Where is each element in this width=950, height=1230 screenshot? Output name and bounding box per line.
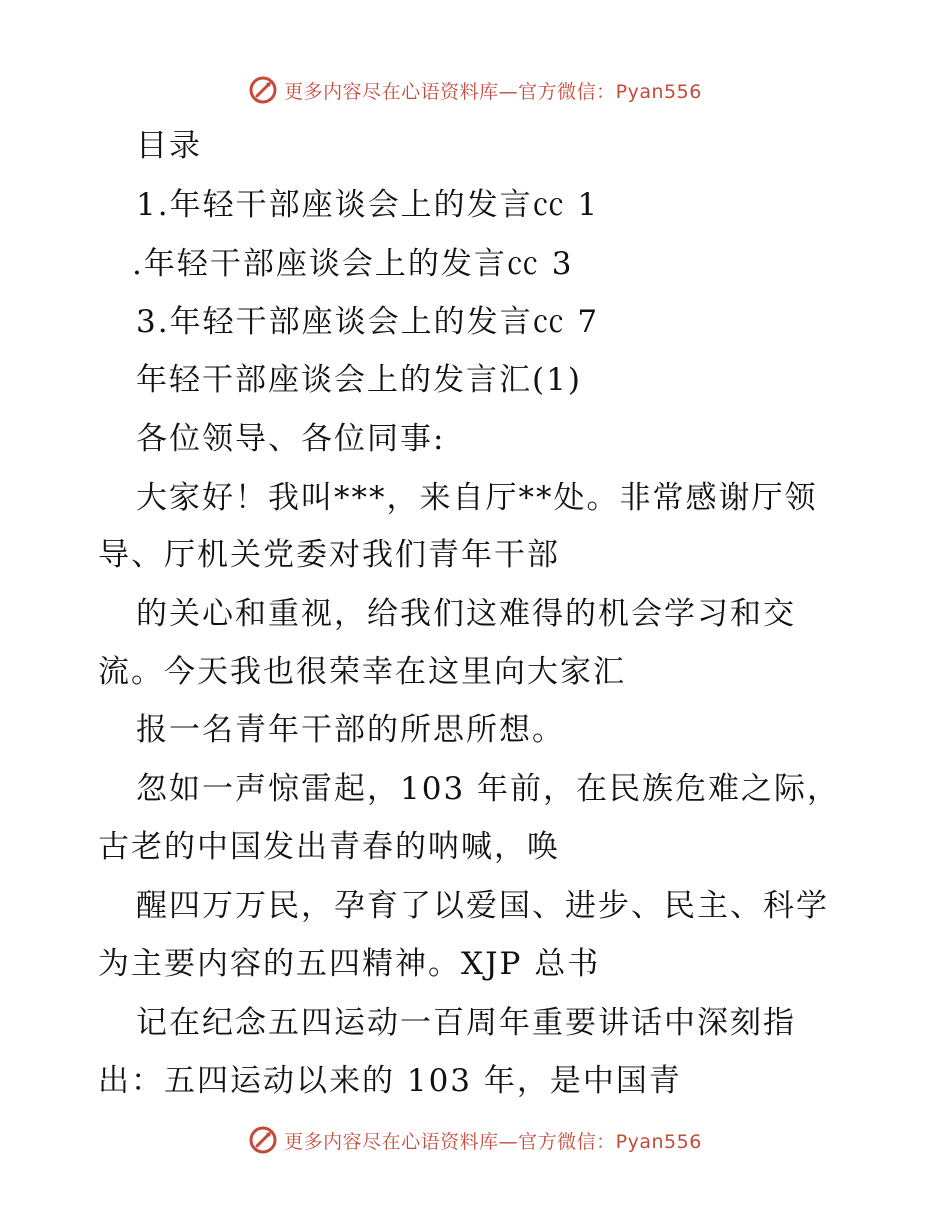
toc-title: 目录 <box>136 128 202 164</box>
logo-icon <box>248 75 278 105</box>
paragraph-line: 大家好！我叫***，来自厅**处。非常感谢厅领 <box>136 480 818 516</box>
header-banner-text: 更多内容尽在心语资料库—官方微信：Pyan556 <box>284 80 702 103</box>
toc-entry-3: 3.年轻干部座谈会上的发言㏄ 7 <box>136 304 600 340</box>
paragraph-line: 记在纪念五四运动一百周年重要讲话中深刻指 <box>136 1005 796 1041</box>
logo-icon <box>248 1125 278 1155</box>
paragraph-line: 导、厅机关党委对我们青年干部 <box>98 537 560 573</box>
salutation: 各位领导、各位同事: <box>136 421 446 457</box>
paragraph-line: 醒四万万民，孕育了以爱国、进步、民主、科学 <box>136 888 829 924</box>
paragraph-line: 的关心和重视，给我们这难得的机会学习和交 <box>136 596 796 632</box>
header-banner <box>0 70 950 110</box>
footer-banner <box>0 1120 950 1160</box>
paragraph-line: 为主要内容的五四精神。XJP 总书 <box>98 946 601 982</box>
toc-entry-1: 1.年轻干部座谈会上的发言㏄ 1 <box>136 187 600 223</box>
section-heading: 年轻干部座谈会上的发言汇(1) <box>136 362 582 398</box>
footer-banner-text: 更多内容尽在心语资料库—官方微信：Pyan556 <box>284 1130 702 1153</box>
paragraph-line: 出：五四运动以来的 103 年，是中国青 <box>98 1063 682 1099</box>
paragraph-line: 忽如一声惊雷起，103 年前，在民族危难之际， <box>136 771 841 807</box>
paragraph-line: 流。今天我也很荣幸在这里向大家汇 <box>98 654 626 690</box>
paragraph-line: 古老的中国发出青春的呐喊，唤 <box>98 829 560 865</box>
toc-entry-2: .年轻干部座谈会上的发言㏄ 3 <box>132 246 574 282</box>
paragraph-line: 报一名青年干部的所思所想。 <box>136 712 565 748</box>
